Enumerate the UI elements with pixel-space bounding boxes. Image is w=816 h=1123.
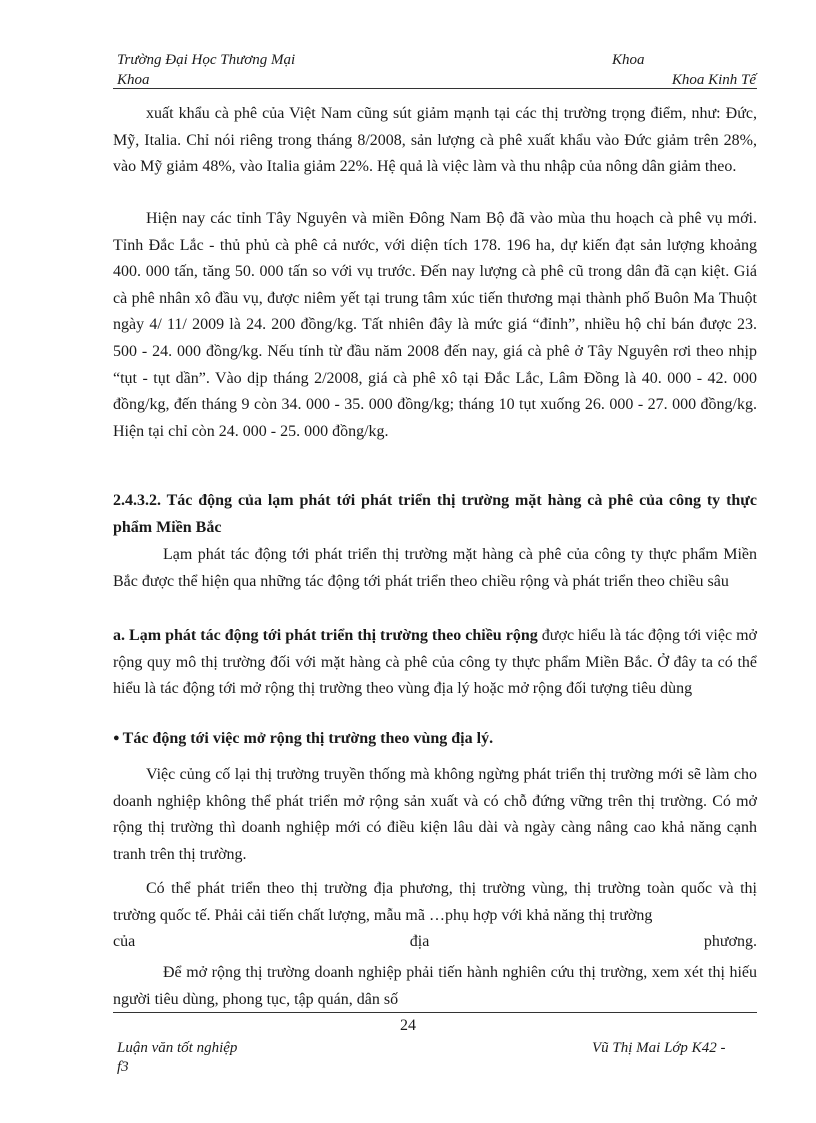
bullet-text: Tác động tới việc mở rộng thị trường theo vùng địa lý. (122, 730, 494, 747)
page-number: 24 (400, 1017, 416, 1034)
bullet-icon: ● (113, 732, 120, 744)
width-development-heading: a. Lạm phát tác động tới phát triển thị trường theo chiều rộng (113, 627, 538, 644)
paragraph-traditional-market: Việc củng cố lại thị trường truyền thống mà không ngừng phát triển thị trường mới sẽ làm cho doanh nghiệp không thể phát triển mở rộng sản xuất và có chỗ đứng vững trên thị trường. Có mở rộng thị trường thì doanh nghiệp mới có điều kiện lâu dài và ngày càng nâng cao khả năng cạnh tranh trên thị trường. (113, 766, 757, 863)
paragraph-market-types: Có thể phát triển theo thị trường địa phương, thị trường vùng, thị trường toàn quốc và thị trường quốc tế. Phải cải tiến chất lượng, mẫu mã …phụ hợp với khả năng thị trường (113, 880, 757, 924)
paragraph-market-research: Để mở rộng thị trường doanh nghiệp phải tiến hành nghiên cứu thị trường, xem xét thị hiếu người tiêu dùng, phong tục, tập quán, dân số (113, 964, 757, 1008)
paragraph-market-types-lastline (113, 929, 757, 956)
header-rule (113, 88, 757, 89)
word-phuong: phương. (703, 933, 757, 950)
width-development-text: được hiểu là tác động tới việc mở rộng quy mô thị trường đối với mặt hàng cà phê của công ty thực phẩm Miền Bắc. Ở đây ta có thể hiểu là tác động tới mở rộng thị trường theo vùng địa lý hoặc mở rộng đối tượng tiêu dùng (113, 627, 758, 698)
word-cua: của (113, 933, 136, 950)
footer-author: Vũ Thị Mai Lớp K42 - (592, 1040, 726, 1056)
section-heading: 2.4.3.2. Tác động của lạm phát tới phát triển thị trường mặt hàng cà phê của công ty thực phẩm Miền Bắc (113, 492, 757, 536)
paragraph-inflation-impact: Lạm phát tác động tới phát triển thị trường mặt hàng cà phê của công ty thực phẩm Miền Bắc được thể hiện qua những tác động tới phát triển theo chiều rộng và phát triển theo chiều sâu (113, 546, 757, 590)
paragraph-harvest-prices: Hiện nay các tỉnh Tây Nguyên và miền Đông Nam Bộ đã vào mùa thu hoạch cà phê vụ mới. Tỉnh Đắc Lắc - thủ phủ cà phê cả nước, với diện tích 178. 196 ha, dự kiến đạt sản lượng khoảng 400. 000 tấn, tăng 50. 000 tấn so với vụ trước. Đến nay lượng cà phê cũ trong dân đã cạn kiệt. Giá cà phê nhân xô đầu vụ, được niêm yết tại trung tâm xúc tiến thương mại thành phố Buôn Ma Thuột ngày 4/ 11/ 2009 là 24. 200 đồng/kg. Tất nhiên đây là mức giá “đỉnh”, nhiều hộ chỉ bán được 23. 500 - 24. 000 đồng/kg. Nếu tính từ đầu năm 2008 đến nay, giá cà phê ở Tây Nguyên rơi theo nhịp “tụt - tụt dần”. Vào dịp tháng 2/2008, giá cà phê xô tại Đắc Lắc, Lâm Đồng là 40. 000 - 42. 000 đồng/kg, đến tháng 9 còn 34. 000 - 35. 000 đồng/kg; tháng 10 tụt xuống 26. 000 - 27. 000 đồng/kg. Hiện tại chỉ còn 24. 000 - 25. 000 đồng/kg. (113, 210, 757, 440)
paragraph-export-decline: xuất khẩu cà phê của Việt Nam cũng sút giảm mạnh tại các thị trường trọng điểm, như: Đức, Mỹ, Italia. Chỉ nói riêng trong tháng 8/2008, sản lượng cà phê xuất khẩu vào Đức giảm trên 28%, vào Mỹ giảm 48%, vào Italia giảm 22%. Hệ quả là việc làm và thu nhập của nông dân giảm theo. (113, 105, 757, 176)
bullet-geographic-expansion (113, 730, 493, 748)
footer-thesis-line2: f3 (117, 1059, 129, 1075)
paragraph-width-development (113, 623, 757, 703)
footer-thesis-line1: Luận văn tốt nghiệp (117, 1040, 238, 1056)
header-faculty-right: Khoa Kinh Tế (671, 72, 756, 88)
footer-thesis (117, 1039, 237, 1077)
word-dia: địa (409, 933, 430, 950)
header-university: Trường Đại Học Thương Mại (117, 52, 296, 68)
header-faculty-left: Khoa (117, 72, 150, 88)
header-faculty-label: Khoa (612, 52, 645, 68)
footer-rule (113, 1012, 757, 1013)
